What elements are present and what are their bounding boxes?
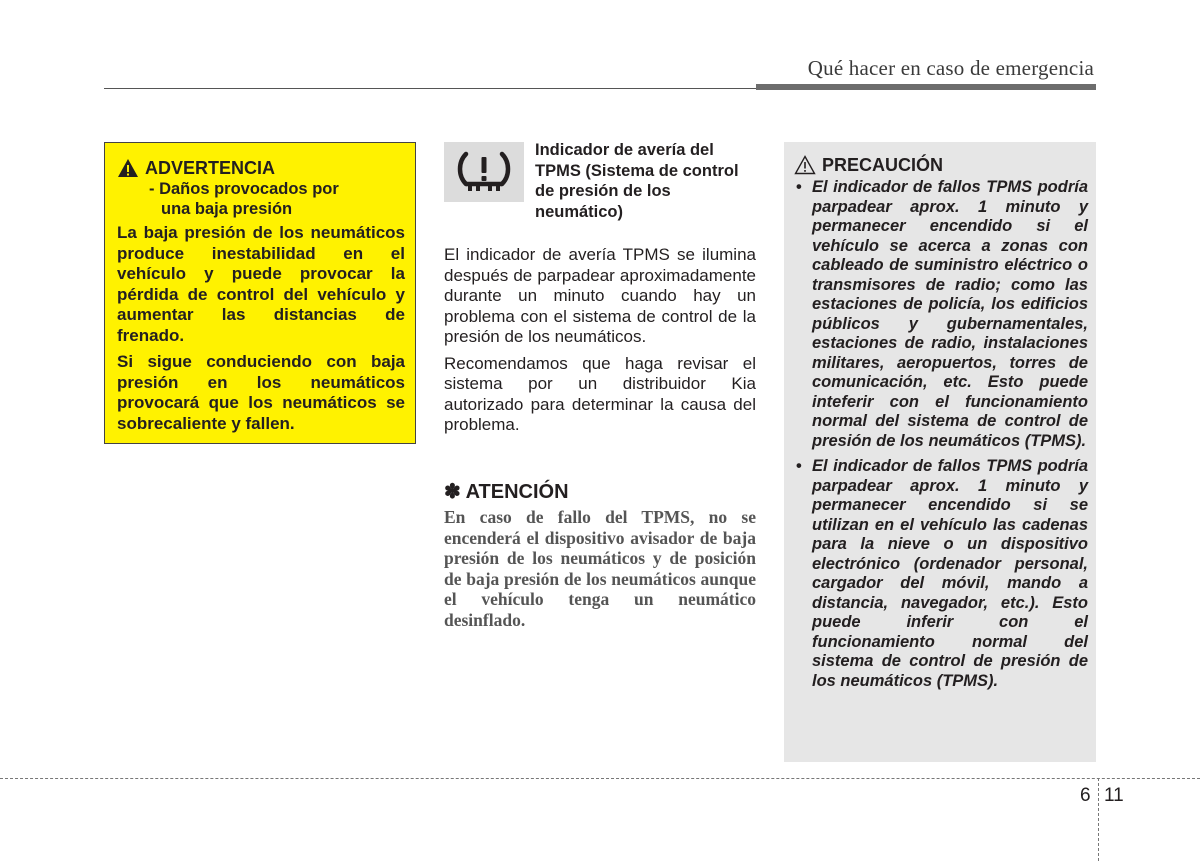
warning-title: ADVERTENCIA (145, 158, 276, 178)
footer-divider (0, 778, 1200, 779)
warning-subtitle-line1: - Daños provocados por (149, 180, 339, 198)
tpms-body (444, 245, 756, 442)
header-rule-accent (756, 84, 1096, 90)
chapter-number: 6 (1080, 785, 1091, 806)
caution-item-2: • El indicador de fallos TPMS podría parpadear aprox. 1 minuto y permanecer encendido si se utilizan en el vehículo las cadenas para la nieve o un dispositivo electrónico (ordenador personal, cargador del móvil, mando a distancia, navegador, etc.). Esto puede inferir con el funcionamiento normal del sistema de control de presión de los neumáticos (TPMS). (794, 457, 1088, 691)
warning-box (104, 142, 416, 444)
tpms-heading: Indicador de avería del TPMS (Sistema de control de presión de los neumático) (535, 141, 739, 221)
warning-heading (117, 157, 405, 179)
warning-paragraph-1: La baja presión de los neumáticos produce inestabilidad en el vehículo y puede provocar la pérdida de control del vehículo y aumentar las distancias de frenado. (117, 223, 405, 345)
footer-vertical-divider (1098, 778, 1099, 861)
tpms-paragraph-1: El indicador de avería TPMS se ilumina después de parpadear aproximadamente durante un minuto cuando hay un problema con el sistema de control de la presión de los neumáticos. (444, 245, 756, 346)
warning-triangle-icon (117, 158, 139, 178)
tpms-icon-box (444, 142, 524, 202)
caution-item-1: • El indicador de fallos TPMS podría parpadear aprox. 1 minuto y permanecer encendido si el vehículo se acerca a zonas con cableado de suministro eléctrico o transmisores de radio; como las estaciones de policía, los edificios públicos y gubernamentales, estaciones de radio, instalaciones militares, aeropuertos, torres de comunicación, etc. Esto puede inteferir con el funcionamiento normal del sistema de control de presión de los neumáticos (TPMS). (794, 178, 1088, 451)
caution-heading (794, 154, 1088, 176)
warning-subtitle (117, 179, 405, 219)
tpms-paragraph-2: Recomendamos que haga revisar el sistema por un distribuidor Kia autorizado para determinar la causa del problema. (444, 353, 756, 434)
warning-paragraph-2: Si sigue conduciendo con baja presión en los neumáticos provocará que los neumáticos se sobrecaliente y fallen. (117, 352, 405, 433)
page-number: 11 (1104, 785, 1124, 806)
tpms-malfunction-icon (454, 148, 514, 196)
warning-subtitle-line2: una baja presión (161, 200, 293, 218)
caution-title: PRECAUCIÓN (822, 155, 944, 175)
atencion-text: En caso de fallo del TPMS, no se encenderá el dispositivo avisador de baja presión de los neumáticos y de posición de baja presión de los neumáticos aunque el vehículo tenga un neumático desinflado. (444, 507, 756, 630)
atencion-title: ✽ ATENCIÓN (444, 481, 569, 503)
caution-box (784, 142, 1096, 762)
caution-triangle-icon (794, 155, 816, 175)
section-title: Qué hacer en caso de emergencia (807, 56, 1094, 80)
